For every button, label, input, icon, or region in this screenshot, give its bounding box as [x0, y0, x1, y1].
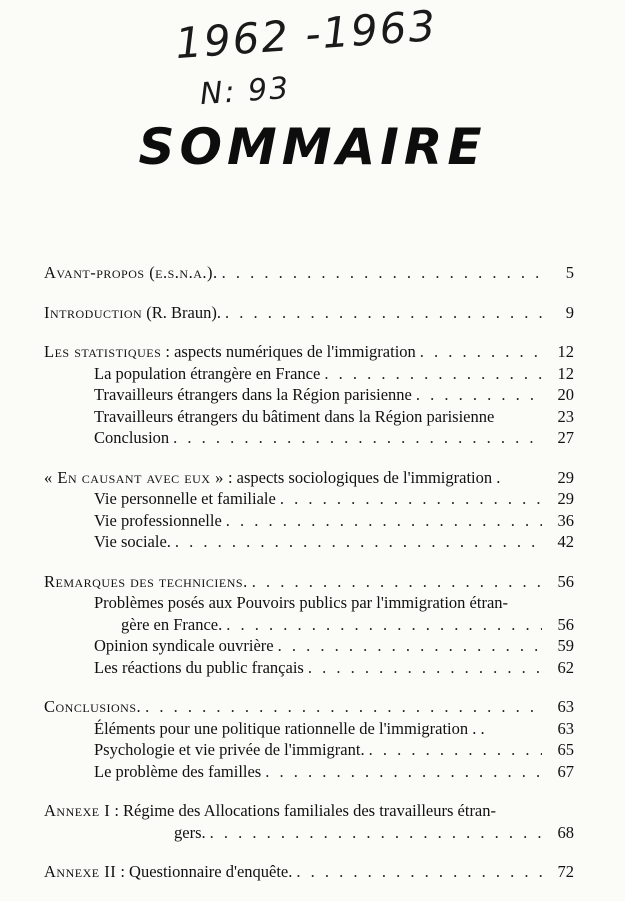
leader-dots [369, 739, 542, 761]
page-number: 63 [557, 697, 574, 716]
toc-heading: Remarques des techniciens. [44, 571, 248, 591]
toc-subentry-text: Problèmes posés aux Pouvoirs publics par l'immigration étran- [94, 593, 509, 612]
leader-dots [175, 531, 542, 553]
toc-section-avant-propos [44, 262, 574, 284]
page-number: 27 [557, 428, 574, 447]
page-number: 36 [557, 510, 574, 530]
toc-heading: Annexe II [44, 862, 117, 881]
page-number: 12 [557, 363, 574, 383]
handwritten-number: N: 93 [198, 70, 292, 113]
toc-heading: « En causant avec eux » [44, 467, 224, 487]
page-number: 56 [557, 614, 574, 634]
toc-subentry-text: Psychologie et vie privée de l'immigrant. [94, 740, 365, 759]
toc-subentry-text: La population étrangère en France [94, 363, 321, 383]
toc-section-remarques [44, 571, 574, 679]
page-number: 67 [557, 761, 574, 781]
toc-section-statistiques [44, 341, 574, 449]
toc-subentry-text: Vie sociale. [94, 532, 171, 551]
page-number: 23 [557, 406, 574, 426]
toc-subentry[interactable] [44, 718, 574, 740]
toc-subentry[interactable] [44, 657, 574, 679]
toc-entry[interactable] [44, 861, 574, 883]
toc-heading-suffix: : aspects sociologiques de l'immigration . [223, 467, 501, 487]
page-number: 20 [557, 385, 574, 404]
leader-dots [173, 427, 542, 449]
leader-dots [226, 614, 542, 636]
page-number: 29 [557, 489, 574, 508]
toc-subentry[interactable] [44, 488, 574, 510]
table-of-contents [44, 262, 574, 901]
toc-heading: Conclusions. [44, 697, 142, 716]
toc-entry-continuation[interactable] [44, 822, 574, 844]
toc-subentry-text: Opinion syndicale ouvrière [94, 636, 274, 655]
page-number: 62 [557, 657, 574, 677]
toc-subentry[interactable] [44, 427, 574, 449]
page-title: SOMMAIRE [138, 118, 487, 176]
toc-section-conclusions [44, 696, 574, 782]
page-number: 12 [557, 342, 574, 361]
leader-dots [420, 341, 542, 363]
leader-dots [278, 635, 542, 657]
toc-entry[interactable] [44, 800, 574, 822]
toc-entry[interactable] [44, 341, 574, 363]
toc-subentry[interactable] [44, 531, 574, 553]
toc-subentry-text: Travailleurs étrangers dans la Région parisienne [94, 385, 412, 404]
toc-heading-suffix: : aspects numériques de l'immigration [161, 342, 416, 361]
toc-subentry-text: Éléments pour une politique rationnelle de l'immigration . . [94, 718, 485, 738]
page-number: 42 [557, 532, 574, 551]
toc-heading: Annexe I [44, 801, 111, 820]
toc-subentry-text: Vie professionnelle [94, 510, 222, 530]
toc-entry[interactable] [44, 571, 574, 593]
toc-heading: Les statistiques [44, 342, 162, 361]
page-number: 68 [557, 822, 574, 842]
leader-dots [210, 822, 542, 844]
toc-section-annexe1 [44, 800, 574, 843]
toc-heading: Introduction [44, 302, 143, 322]
page-number: 65 [557, 740, 574, 759]
page-number: 72 [557, 862, 574, 881]
handwritten-years: 1962 -1963 [173, 0, 439, 69]
leader-dots [226, 510, 542, 532]
toc-heading-suffix: (e.s.n.a.). [144, 263, 218, 282]
toc-section-annexe2 [44, 861, 574, 883]
page-number: 9 [565, 302, 574, 322]
leader-dots [280, 488, 542, 510]
toc-entry[interactable] [44, 696, 574, 718]
toc-subentry-continuation[interactable] [44, 614, 574, 636]
leader-dots [265, 761, 542, 783]
toc-heading-suffix: : Régime des Allocations familiales des travailleurs étran- [110, 801, 497, 820]
toc-entry-text: gers. [174, 822, 206, 842]
toc-subentry[interactable] [44, 384, 574, 406]
page-number: 59 [557, 636, 574, 655]
leader-dots [145, 696, 542, 718]
page-number: 29 [557, 467, 574, 487]
leader-dots [225, 302, 542, 324]
leader-dots [252, 571, 542, 593]
toc-subentry[interactable] [44, 363, 574, 385]
toc-subentry[interactable] [44, 406, 574, 428]
toc-entry[interactable] [44, 302, 574, 324]
toc-section-causant [44, 467, 574, 553]
leader-dots [296, 861, 542, 883]
page-number: 63 [557, 718, 574, 738]
toc-subentry[interactable] [44, 761, 574, 783]
leader-dots [308, 657, 542, 679]
toc-entry[interactable] [44, 467, 574, 489]
toc-subentry-text: Les réactions du public français [94, 657, 304, 677]
leader-dots [324, 363, 542, 385]
toc-heading-suffix: (R. Braun). [142, 302, 221, 322]
toc-subentry[interactable] [44, 739, 574, 761]
toc-subentry-text: gère en France. [121, 614, 223, 634]
toc-subentry-text: Travailleurs étrangers du bâtiment dans la Région parisienne [94, 406, 495, 426]
toc-heading-suffix: : Questionnaire d'enquête. [116, 862, 293, 881]
toc-subentry-text: Conclusion [94, 428, 170, 447]
toc-heading: Avant-propos [44, 263, 145, 282]
toc-section-introduction [44, 302, 574, 324]
toc-subentry[interactable] [44, 592, 574, 614]
leader-dots [222, 262, 542, 284]
page-number: 56 [557, 571, 574, 591]
page-number: 5 [565, 263, 574, 282]
leader-dots [416, 384, 542, 406]
toc-subentry-text: Vie personnelle et familiale [94, 489, 276, 508]
toc-subentry-text: Le problème des familles [94, 761, 262, 781]
toc-entry[interactable] [44, 262, 574, 284]
toc-subentry[interactable] [44, 635, 574, 657]
toc-subentry[interactable] [44, 510, 574, 532]
